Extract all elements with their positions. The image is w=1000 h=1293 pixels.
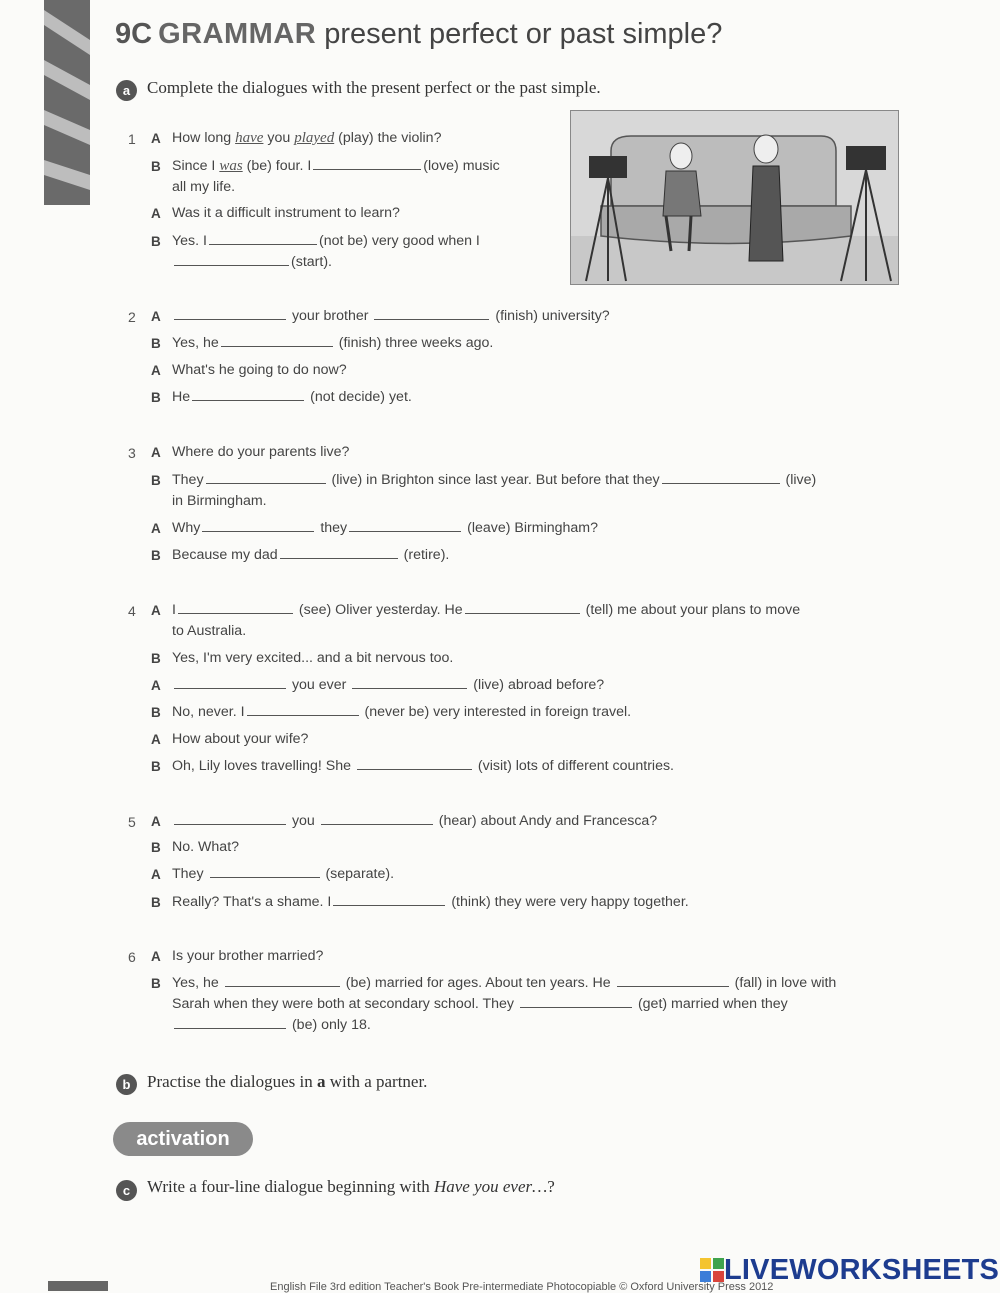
unit-code: 9C — [115, 18, 153, 50]
section-a-instruction: Complete the dialogues with the present perfect or the past simple. — [147, 78, 601, 97]
d4-line-2: Yes, I'm very excited... and a bit nervous too. — [172, 650, 454, 666]
d5-line-4 — [172, 894, 689, 910]
text: He — [172, 389, 191, 405]
page-number-bar — [48, 1281, 108, 1291]
answer-blank[interactable] — [221, 345, 333, 347]
d5-l1-speaker: A — [151, 814, 161, 829]
d3-l2-speaker: B — [151, 473, 161, 488]
text: (live) — [785, 472, 817, 488]
text: No, never. I — [172, 704, 245, 720]
text: (never be) very interested in foreign travel. — [364, 704, 632, 720]
d2-l3-speaker: A — [151, 363, 161, 378]
answer-blank[interactable] — [192, 399, 304, 401]
d2-line-2 — [172, 335, 493, 351]
answer-blank[interactable] — [209, 243, 317, 245]
example-answer: played — [294, 130, 335, 146]
d4-line-1-cont: to Australia. — [172, 623, 247, 639]
logo-icon — [700, 1258, 724, 1282]
text: (see) Oliver yesterday. He — [298, 602, 463, 618]
d6-line-1: Is your brother married? — [172, 948, 324, 964]
text: (play) the violin? — [338, 130, 442, 146]
answer-blank[interactable] — [321, 823, 433, 825]
d1-line-4 — [172, 233, 480, 249]
answer-blank[interactable] — [374, 318, 489, 320]
dialogue-6-number: 6 — [128, 949, 136, 965]
text: They — [172, 472, 204, 488]
answer-blank[interactable] — [174, 318, 286, 320]
text: (not decide) yet. — [310, 389, 412, 405]
text: (be) married for ages. About ten years. He — [345, 975, 611, 991]
text: (hear) about Andy and Francesca? — [438, 813, 658, 829]
dialogue-5-number: 5 — [128, 814, 136, 830]
d1-l3-speaker: A — [151, 206, 161, 221]
d5-line-2: No. What? — [172, 839, 240, 855]
d2-l2-speaker: B — [151, 336, 161, 351]
d3-line-2-cont: in Birmingham. — [172, 493, 267, 509]
activation-label: activation — [113, 1122, 253, 1156]
d4-line-5: How about your wife? — [172, 731, 309, 747]
text: Yes. I — [172, 233, 207, 249]
answer-blank[interactable] — [174, 1027, 286, 1029]
d5-l3-speaker: A — [151, 867, 161, 882]
text: (leave) Birmingham? — [467, 520, 598, 536]
answer-blank[interactable] — [357, 768, 472, 770]
answer-blank[interactable] — [178, 612, 293, 614]
text: Oh, Lily loves travelling! She — [172, 758, 352, 774]
d5-line-3 — [172, 866, 394, 882]
text: ? — [547, 1177, 555, 1196]
answer-blank[interactable] — [174, 264, 289, 266]
d2-line-3: What's he going to do now? — [172, 362, 347, 378]
d1-l1-speaker: A — [151, 131, 161, 146]
section-a-badge: a — [116, 80, 137, 101]
answer-blank[interactable] — [280, 557, 398, 559]
text: (tell) me about your plans to move — [585, 602, 801, 618]
dialogue-3-number: 3 — [128, 445, 136, 461]
example-answer: was — [219, 158, 243, 174]
d4-l1-speaker: A — [151, 603, 161, 618]
d1-l2-speaker: B — [151, 159, 161, 174]
d1-line-4-cont — [172, 254, 332, 270]
text: you — [291, 813, 315, 829]
text: (be) only 18. — [291, 1017, 371, 1033]
text: (start). — [291, 254, 332, 270]
text: (finish) three weeks ago. — [338, 335, 494, 351]
text: (live) abroad before? — [473, 677, 605, 693]
d6-line-2 — [172, 975, 836, 991]
section-c-badge: c — [116, 1180, 137, 1201]
d2-line-1 — [172, 308, 610, 324]
tv-interview-illustration — [570, 110, 899, 285]
dialogue-2-number: 2 — [128, 309, 136, 325]
text: They — [172, 866, 204, 882]
answer-blank[interactable] — [617, 985, 729, 987]
text: with a partner. — [329, 1072, 428, 1091]
d1-line-2-cont: all my life. — [172, 179, 236, 195]
d1-l4-speaker: B — [151, 234, 161, 249]
answer-blank[interactable] — [225, 985, 340, 987]
text: (finish) university? — [495, 308, 610, 324]
d1-line-2 — [172, 158, 500, 175]
d5-l2-speaker: B — [151, 840, 161, 855]
d5-l4-speaker: B — [151, 895, 161, 910]
text: you — [267, 130, 291, 146]
d3-l4-speaker: B — [151, 548, 161, 563]
section-c-instruction — [147, 1177, 555, 1197]
dialogue-4-number: 4 — [128, 603, 136, 619]
grammar-heading: GRAMMAR — [158, 18, 317, 50]
answer-blank[interactable] — [520, 1006, 632, 1008]
text: (think) they were very happy together. — [451, 894, 689, 910]
answer-blank[interactable] — [333, 904, 445, 906]
text: I — [172, 602, 176, 618]
answer-blank[interactable] — [174, 687, 286, 689]
text: (not be) very good when I — [318, 233, 480, 249]
text: they — [320, 520, 348, 536]
answer-blank[interactable] — [210, 876, 320, 878]
text: (fall) in love with — [734, 975, 837, 991]
d4-l5-speaker: A — [151, 732, 161, 747]
d1-line-3: Was it a difficult instrument to learn? — [172, 205, 400, 221]
page-title — [115, 18, 722, 51]
answer-blank[interactable] — [206, 482, 326, 484]
d4-line-1 — [172, 602, 800, 618]
answer-blank[interactable] — [202, 530, 314, 532]
answer-blank[interactable] — [349, 530, 461, 532]
text: you ever — [291, 677, 347, 693]
text: (retire). — [403, 547, 450, 563]
answer-blank[interactable] — [662, 482, 780, 484]
text-bold: a — [316, 1072, 326, 1091]
d4-line-6 — [172, 758, 674, 774]
d6-l1-speaker: A — [151, 949, 161, 964]
d3-line-3 — [172, 520, 598, 536]
d2-l1-speaker: A — [151, 309, 161, 324]
text-italic: Have you ever… — [433, 1177, 548, 1196]
decorative-sidebar-strip — [0, 0, 90, 215]
text: Practise the dialogues in — [147, 1072, 313, 1091]
answer-blank[interactable] — [247, 714, 359, 716]
d4-l2-speaker: B — [151, 651, 161, 666]
d6-l2-speaker: B — [151, 976, 161, 991]
text: (love) music — [423, 158, 500, 174]
text: (live) in Brighton since last year. But before that they — [331, 472, 660, 488]
answer-blank[interactable] — [174, 823, 286, 825]
text: Yes, he — [172, 335, 219, 351]
d4-line-4 — [172, 704, 631, 720]
d3-l1-speaker: A — [151, 445, 161, 460]
d3-l3-speaker: A — [151, 521, 161, 536]
text: Because my dad — [172, 547, 278, 563]
text: (separate). — [325, 866, 395, 882]
section-b-badge: b — [116, 1074, 137, 1095]
example-answer: have — [235, 130, 264, 146]
d2-l4-speaker: B — [151, 390, 161, 405]
d2-line-4 — [172, 389, 412, 405]
topic-heading: present perfect or past simple? — [324, 18, 723, 50]
text: Why — [172, 520, 201, 536]
logo-text: LIVEWORKSHEETS — [724, 1254, 1000, 1286]
d6-line-2-cont — [172, 996, 788, 1012]
text: Yes, he — [172, 975, 219, 991]
copyright-footer: English File 3rd edition Teacher's Book Pre-intermediate Photocopiable © Oxford University Press 2012 — [270, 1281, 774, 1293]
text: your brother — [291, 308, 369, 324]
text: Since I — [172, 158, 216, 174]
d1-line-1 — [172, 130, 441, 147]
text: (get) married when they — [637, 996, 788, 1012]
text: (visit) lots of different countries. — [477, 758, 674, 774]
d4-l3-speaker: A — [151, 678, 161, 693]
text: (be) four. I — [246, 158, 312, 174]
text: Really? That's a shame. I — [172, 894, 332, 910]
d4-l6-speaker: B — [151, 759, 161, 774]
answer-blank[interactable] — [352, 687, 467, 689]
text: Write a four-line dialogue beginning with — [147, 1177, 430, 1196]
d5-line-1 — [172, 813, 657, 829]
d3-line-1: Where do your parents live? — [172, 444, 350, 460]
answer-blank[interactable] — [313, 168, 421, 170]
text: How long — [172, 130, 232, 146]
d4-l4-speaker: B — [151, 705, 161, 720]
d3-line-4 — [172, 547, 449, 563]
text: Sarah when they were both at secondary school. They — [172, 996, 515, 1012]
dialogue-1-number: 1 — [128, 131, 136, 147]
answer-blank[interactable] — [465, 612, 580, 614]
d4-line-3 — [172, 677, 604, 693]
section-b-instruction — [147, 1072, 427, 1092]
d6-line-2-cont2 — [172, 1017, 371, 1033]
d3-line-2 — [172, 472, 816, 488]
